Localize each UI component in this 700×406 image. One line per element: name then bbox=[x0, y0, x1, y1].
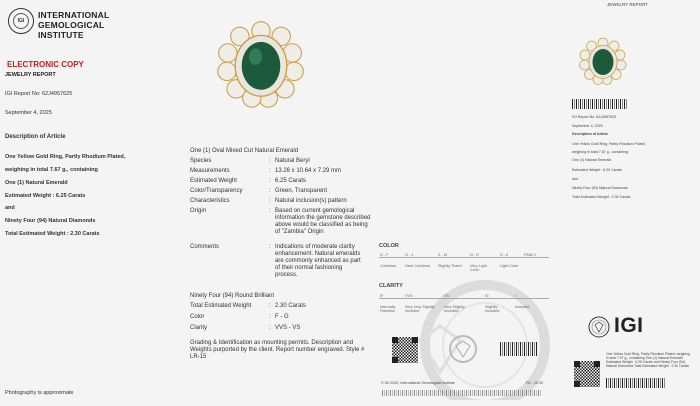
separator: : bbox=[269, 168, 271, 174]
right-description-line: Total Estimated Weight : 2.30 Carats bbox=[572, 195, 631, 199]
separator: : bbox=[269, 314, 271, 320]
grading-note: Grading & Identification as mounting permits. Description and Weights purported by the client. Report number engraved. Style # LR-15 bbox=[190, 340, 365, 360]
separator: : bbox=[269, 208, 271, 214]
right-description-heading: Description of Article bbox=[572, 132, 609, 136]
clarity-name: Slightly Included bbox=[485, 305, 500, 313]
species-label: Species bbox=[190, 158, 212, 164]
photography-note: Photography is approximate bbox=[5, 390, 74, 396]
measurements-value: 13.26 x 10.64 x 7.29 mm bbox=[275, 168, 342, 174]
ring-thumbnail-icon bbox=[578, 36, 628, 86]
right-report-number: IGI Report No: 62J4957625 bbox=[572, 115, 616, 119]
right-description-line: One (1) Natural Emerald bbox=[572, 158, 612, 162]
clarity-grade: I bbox=[515, 294, 517, 298]
color-grade: G - J bbox=[405, 253, 414, 257]
organization-name: INTERNATIONAL GEMOLOGICAL INSTITUTE bbox=[38, 10, 110, 40]
comments-value: Indications of moderate clarity enhancement. Natural emeralds are commonly enhanced as part of their normal fashioning process. bbox=[275, 244, 361, 278]
separator: : bbox=[269, 303, 271, 309]
color-name: Very Light Color bbox=[470, 264, 487, 272]
weight-value: 6.25 Carats bbox=[275, 178, 307, 184]
clarity-grade: SI bbox=[485, 294, 489, 298]
clarity-scale-line bbox=[379, 298, 549, 299]
clarity-grade: VS bbox=[444, 294, 450, 298]
origin-label: Origin bbox=[190, 208, 207, 214]
diamond-clarity-label: Clarity bbox=[190, 325, 208, 331]
description-line: and bbox=[5, 205, 15, 211]
verification-qr-code[interactable] bbox=[392, 337, 418, 363]
igi-logo-text: IGI bbox=[614, 314, 644, 337]
igi-seal-icon bbox=[448, 334, 478, 364]
clarity-grade: IF bbox=[380, 294, 384, 298]
igi-logo-seal-icon bbox=[588, 316, 610, 338]
right-description-line: and bbox=[572, 177, 578, 181]
report-type-label: JEWELRY REPORT bbox=[5, 72, 56, 78]
color-scale-line bbox=[379, 257, 549, 258]
color-scale-title: COLOR bbox=[379, 243, 399, 249]
right-report-type: JEWELRY REPORT bbox=[607, 2, 649, 7]
diamond-weight-value: 2.30 Carats bbox=[275, 303, 307, 309]
color-grade: D - F bbox=[380, 253, 389, 257]
clarity-name: Very Slightly Included bbox=[444, 305, 465, 313]
emerald-title: One (1) Oval Mixed Cut Natural Emerald bbox=[190, 148, 299, 154]
footer-security-strip bbox=[382, 390, 542, 396]
weight-label: Estimated Weight bbox=[190, 178, 237, 184]
diamond-title: Ninety Four (94) Round Brilliant bbox=[190, 293, 275, 299]
separator: : bbox=[269, 178, 271, 184]
ring-photo-icon bbox=[215, 18, 307, 110]
color-name: Light Color bbox=[500, 264, 519, 268]
description-line: Total Estimated Weight : 2.30 Carats bbox=[5, 231, 100, 237]
origin-value: Based on current gemological information the gemstone described above would be classified as being of "Zambia" Origin bbox=[275, 208, 371, 235]
electronic-copy-label: ELECTRONIC COPY bbox=[7, 60, 84, 69]
color-transparency-value: Green, Transparent bbox=[275, 188, 328, 194]
separator: : bbox=[269, 198, 271, 204]
right-description-line: Estimated Weight : 6.25 Carats bbox=[572, 168, 622, 172]
right-report-date: September 4, 2025 bbox=[572, 124, 603, 128]
color-name: Colorless bbox=[380, 264, 396, 268]
right-description-line: One Yellow Gold Ring, Partly Rhodium Plated, bbox=[572, 142, 646, 146]
description-heading: Description of Article bbox=[5, 134, 66, 140]
color-name: Slightly Tinted bbox=[438, 264, 462, 268]
report-date: September 4, 2025 bbox=[5, 110, 52, 116]
species-value: Natural Beryl bbox=[275, 158, 310, 164]
clarity-name: Very Very Slightly Included bbox=[405, 305, 435, 313]
color-grade: FANCY bbox=[524, 253, 537, 257]
right-description-line: Ninety Four (94) Natural Diamonds bbox=[572, 186, 628, 190]
color-grade: N - R bbox=[470, 253, 479, 257]
color-grade: S - Z bbox=[500, 253, 509, 257]
separator: : bbox=[269, 325, 271, 331]
description-line: Estimated Weight : 6.25 Carats bbox=[5, 193, 86, 199]
measurements-label: Measurements bbox=[190, 168, 230, 174]
characteristics-value: Natural inclusion(s) pattern bbox=[275, 198, 347, 204]
report-barcode bbox=[500, 342, 538, 356]
right-description-line: weighing in total 7.67 g., containing bbox=[572, 150, 629, 154]
comments-label: Comments bbox=[190, 244, 220, 250]
separator: : bbox=[269, 158, 271, 164]
clarity-name: Internally Flawless bbox=[380, 305, 396, 313]
description-line: weighing in total 7.67 g., containing bbox=[5, 167, 98, 173]
description-line: One (1) Natural Emerald bbox=[5, 180, 68, 186]
separator: : bbox=[269, 244, 271, 250]
diamond-weight-label: Total Estimated Weight bbox=[190, 303, 252, 309]
description-line: One Yellow Gold Ring, Partly Rhodium Plated, bbox=[5, 154, 126, 160]
diamond-color-label: Color bbox=[190, 314, 205, 320]
right-barcode bbox=[572, 99, 628, 109]
right-bottom-barcode bbox=[606, 378, 666, 388]
clarity-grade: VVS bbox=[405, 294, 413, 298]
color-transparency-label: Color/Transparency bbox=[190, 188, 243, 194]
right-qr-code[interactable] bbox=[574, 361, 600, 387]
characteristics-label: Characteristics bbox=[190, 198, 230, 204]
diamond-color-value: F - G bbox=[275, 314, 289, 320]
color-grade: K - M bbox=[438, 253, 448, 257]
report-number: IGI Report No: 62J4957625 bbox=[5, 91, 73, 97]
separator: : bbox=[269, 188, 271, 194]
igi-seal-logo-icon: IGI bbox=[8, 8, 34, 34]
color-name: Near Colorless bbox=[405, 264, 431, 268]
diamond-clarity-value: VVS - VS bbox=[275, 325, 301, 331]
clarity-name: Included bbox=[515, 305, 530, 309]
clarity-scale-title: CLARITY bbox=[379, 283, 403, 289]
description-line: Ninety Four (94) Natural Diamonds bbox=[5, 218, 96, 224]
form-code: FD - 10.20 bbox=[526, 381, 543, 385]
right-mini-summary: One Yellow Gold Ring, Partly Rhodium Plated, weighing in total 7.67 g., containing One (1) Natural Emerald Estimated Weight : 6.25 Carats and Ninety Four (94) Natural Diamonds Total Estimated Weight : 2.30 Carats bbox=[606, 352, 690, 368]
copyright-footer: © IGI 2020, International Gemological Institute bbox=[381, 381, 455, 385]
